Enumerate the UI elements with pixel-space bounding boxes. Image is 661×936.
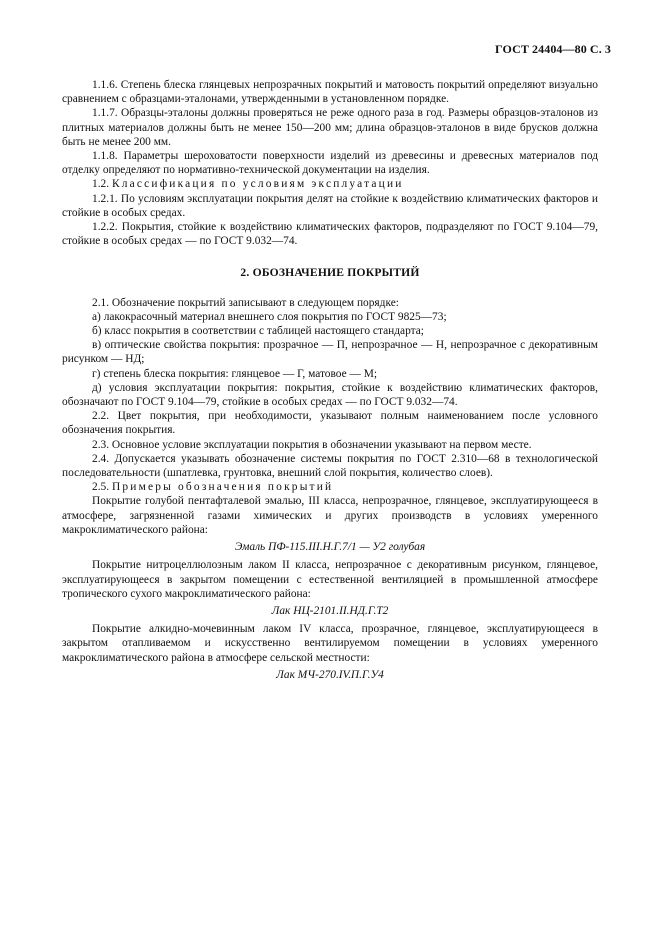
clause-1-1-6: 1.1.6. Степень блеска глянцевых непрозрачных покрытий и матовость покрытий определяют визуально сравнением с образцами-эталонами, утвержденными в установленном порядке. [62, 79, 598, 106]
clause-2-1: 2.1. Обозначение покрытий записывают в следующем порядке: [92, 296, 399, 309]
example-3-text: Покрытие алкидно-мочевинным лаком IV класса, прозрачное, глянцевое, эксплуатирующееся в закрытом отапливаемом и искусственно вентилируемом помещении в условиях умеренного макроклиматического района в атмосфере сельской местности: [62, 623, 598, 664]
example-2-designation: Лак НЦ-2101.II.НД.Г.Т2 [271, 604, 389, 617]
clause-2-5-number: 2.5. [92, 481, 110, 494]
clause-1-2-2: 1.2.2. Покрытия, стойкие к воздействию климатических факторов, подразделяют по ГОСТ 9.104—79, стойкие в особых средах — по ГОСТ 9.032—74. [62, 221, 598, 248]
document-body [62, 78, 598, 686]
clause-1-2-1: 1.2.1. По условиям эксплуатации покрытия делят на стойкие к воздействию климатических факторов и стойкие в особых средах. [62, 192, 598, 219]
list-item-a: а) лакокрасочный материал внешнего слоя покрытия по ГОСТ 9825—73; [92, 310, 447, 323]
clause-1-2-title: Классификация по условиям эксплуатации [111, 178, 404, 191]
list-item-d: д) условия эксплуатации покрытия: покрытия, стойкие к воздействию климатических факторов, обозначают по ГОСТ 9.104—79, стойкие в особых средах — по ГОСТ 9.032—74. [62, 381, 598, 409]
example-1-designation: Эмаль ПФ-115.III.Н.Г.7/1 — У2 голубая [234, 541, 426, 554]
section-2-heading: 2. ОБОЗНАЧЕНИЕ ПОКРЫТИЙ [240, 266, 420, 280]
list-item-b: б) класс покрытия в соответствии с таблицей настоящего стандарта; [92, 325, 424, 338]
example-2-text: Покрытие нитроцеллюлозным лаком II класса, непрозрачное с декоративным рисунком, глянцевое, эксплуатирующееся в закрытом помещении с естественной вентиляцией в промышленной атмосфере тропического сухого макроклиматического района: [62, 559, 598, 600]
example-1-text: Покрытие голубой пентафталевой эмалью, III класса, непрозрачное, глянцевое, эксплуатирующееся в атмосфере, загрязненной газами химических и других производств в условиях умеренного макроклиматического района: [62, 495, 598, 536]
list-item-v: в) оптические свойства покрытия: прозрачное — П, непрозрачное — Н, непрозрачное с декоративным рисунком — НД; [62, 339, 598, 366]
clause-1-2-number: 1.2. [92, 178, 110, 191]
clause-2-4: 2.4. Допускается указывать обозначение системы покрытия по ГОСТ 2.310—68 в технологической последовательности (шпатлевка, грунтовка, внешний слой покрытия, количество слоев). [62, 452, 598, 480]
clause-1-2-heading [62, 177, 598, 191]
page-header: ГОСТ 24404—80 С. 3 [495, 42, 611, 56]
list-item-g: г) степень блеска покрытия: глянцевое — Г, матовое — М; [92, 367, 378, 380]
clause-2-2: 2.2. Цвет покрытия, при необходимости, указывают полным наименованием после условного обозначения покрытия. [62, 410, 598, 437]
clause-2-5-title: Примеры обозначения покрытий [111, 481, 334, 494]
clause-2-3: 2.3. Основное условие эксплуатации покрытия в обозначении указывают на первом месте. [92, 438, 532, 451]
clause-2-5-heading [62, 480, 598, 494]
example-3-designation: Лак МЧ-270.IV.П.Г.У4 [276, 668, 384, 681]
clause-1-1-8: 1.1.8. Параметры шероховатости поверхности изделий из древесины и древесных материалов под отделку определяют по нормативно-технической документации на изделия. [62, 150, 598, 177]
clause-1-1-7: 1.1.7. Образцы-эталоны должны проверяться не реже одного раза в год. Размеры образцов-эталонов из плитных материалов должны быть не менее 150—200 мм; длина образцов-эталонов в виде брусков должна быть не менее 200 мм. [62, 107, 598, 148]
